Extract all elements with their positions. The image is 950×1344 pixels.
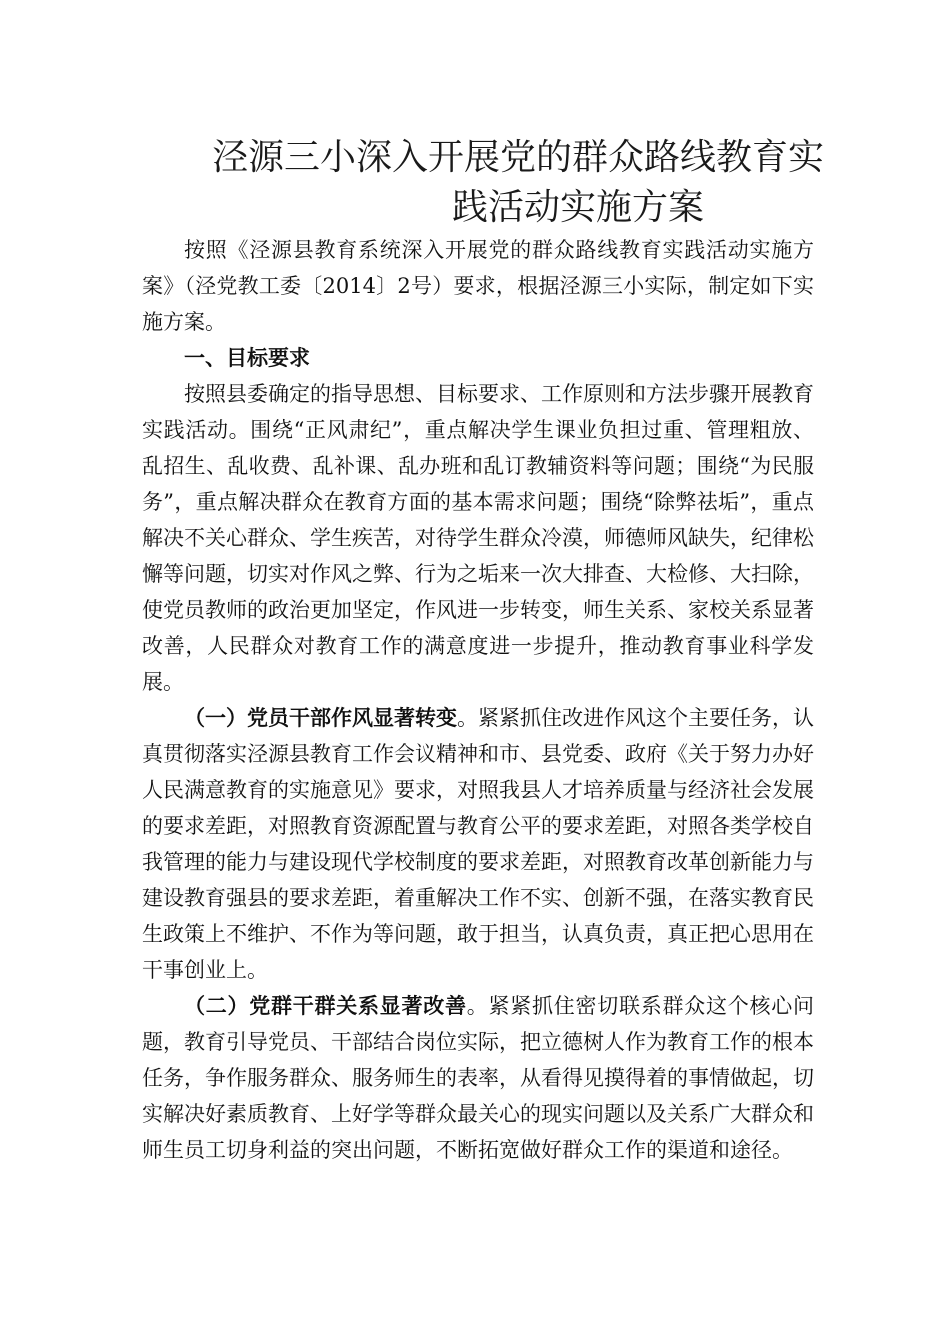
section-heading: 一、目标要求	[184, 345, 310, 370]
section-paragraph: 按照县委确定的指导思想、目标要求、工作原则和方法步骤开展教育实践活动。围绕“正风肃纪”，重点解决学生课业负担过重、管理粗放、乱招生、乱收费、乱补课、乱办班和乱订教辅资料等问题；围绕“为民服务”，重点解决群众在教育方面的基本需求问题；围绕“除弊祛垢”，重点解决不关心群众、学生疾苦，对待学生群众冷漠，师德师风缺失，纪律松懈等问题，切实对作风之弊、行为之垢来一次大排查、大检修、大扫除，使党员教师的政治更加坚定，作风进一步转变，师生关系、家校关系显著改善，人民群众对教育工作的满意度进一步提升，推动教育事业科学发展。	[142, 382, 814, 694]
item-paragraph-1	[142, 700, 814, 988]
document-title-line2: 践活动实施方案	[452, 187, 705, 228]
item-heading-2: （二）党群干群关系显著改善	[184, 993, 467, 1018]
item-heading-1: （一）党员干部作风显著转变	[184, 705, 457, 730]
document-body	[142, 232, 814, 1168]
item-paragraph-2	[142, 988, 814, 1168]
intro-paragraph: 按照《泾源县教育系统深入开展党的群众路线教育实践活动实施方案》（泾党教工委〔2014〕2号）要求，根据泾源三小实际，制定如下实施方案。	[142, 238, 814, 334]
document-title-line1: 泾源三小深入开展党的群众路线教育实	[212, 137, 825, 178]
item-body-2: 。紧紧抓住密切联系群众这个核心问题，教育引导党员、干部结合岗位实际，把立德树人作为教育工作的根本任务，争作服务群众、服务师生的表率，从看得见摸得着的事情做起，切实解决好素质教育、上好学等群众最关心的现实问题以及关系广大群众和师生员工切身利益的突出问题，不断拓宽做好群众工作的渠道和途径。	[142, 994, 814, 1162]
item-body-1: 。紧紧抓住改进作风这个主要任务，认真贯彻落实泾源县教育工作会议精神和市、县党委、政府《关于努力办好人民满意教育的实施意见》要求，对照我县人才培养质量与经济社会发展的要求差距，对照教育资源配置与教育公平的要求差距，对照各类学校自我管理的能力与建设现代学校制度的要求差距，对照教育改革创新能力与建设教育强县的要求差距，着重解决工作不实、创新不强，在落实教育民生政策上不维护、不作为等问题，敢于担当，认真负责，真正把心思用在干事创业上。	[142, 706, 814, 982]
